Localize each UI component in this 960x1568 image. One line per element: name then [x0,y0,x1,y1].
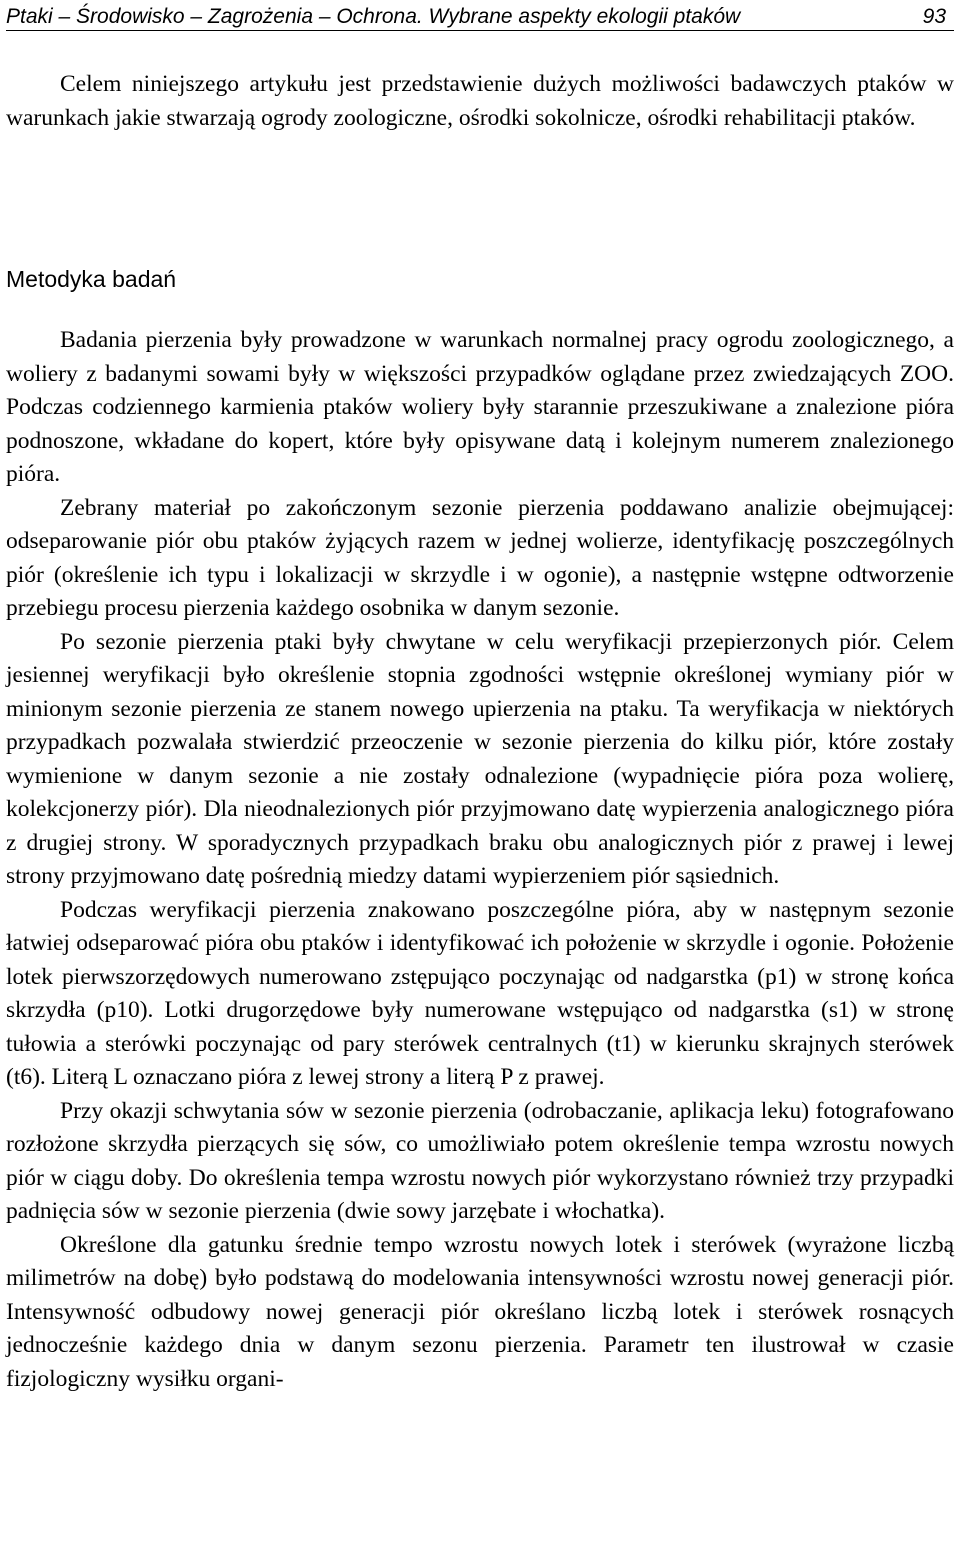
running-head-title: Ptaki – Środowisko – Zagrożenia – Ochrona. Wybrane aspekty ekologii ptaków [6,5,741,28]
section-heading: Metodyka badań [6,266,177,292]
methods-paragraph-2: Zebrany materiał po zakończonym sezonie pierzenia poddawano analizie obejmującej: odseparowanie piór obu ptaków żyjących razem w jednej wolierze, identyfikację poszczególnych piór (określenie ich typu i lokalizacji w skrzydle i w ogonie), a następnie wstępne odtworzenie przebiegu procesu pierzenia każdego osobnika w danym sezonie. [6,494,954,621]
methods-paragraph-4: Podczas weryfikacji pierzenia znakowano poszczególne pióra, aby w następnym sezonie łatwiej odseparować pióra obu ptaków i identyfikować ich położenie w skrzydle i ogonie. Położenie lotek pierwszorzędowych numerowano zstępująco poczynając od nadgarstka (p1) w stronę końca skrzydła (p10). Lotki drugorzędowe były numerowane wstępująco od nadgarstka (s1) w stronę tułowia a sterówki poczynając od pary sterówek centralnych (t1) w kierunku skrajnych sterówek (t6). Literą L oznaczano pióra z lewej strony a literą P z prawej. [6,896,954,1090]
running-head [6,4,954,31]
page-number: 93 [922,5,946,28]
methods-paragraph-5: Przy okazji schwytania sów w sezonie pierzenia (odrobaczanie, aplikacja leku) fotografowano rozłożone skrzydła pierzących się sów, co umożliwiało potem określenie tempa wzrostu nowych piór w ciągu doby. Do określenia tempa wzrostu nowych piór wykorzystano również trzy przypadki padnięcia sów w sezonie pierzenia (dwie sowy jarzębate i włochatka). [6,1097,954,1224]
intro-paragraph: Celem niniejszego artykułu jest przedstawienie dużych możliwości badawczych ptaków w warunkach jakie stwarzają ogrody zoologiczne, ośrodki sokolnicze, ośrodki rehabilitacji ptaków. [6,71,954,131]
methods-paragraph-3: Po sezonie pierzenia ptaki były chwytane w celu weryfikacji przepierzonych piór. Celem jesiennej weryfikacji było określenie stopnia zgodności wstępnie określonej wymiany piór w minionym sezonie pierzenia ze stanem nowego upierzenia na ptaku. Ta weryfikacja w niektórych przypadkach pozwalała stwierdzić przeoczenie w sezonie pierzenia do kilku piór, które zostały wymienione w danym sezonie a nie zostały odnalezione (wypadnięcie pióra poza wolierę, kolekcjonerzy piór). Dla nieodnalezionych piór przyjmowano datę wypierzenia analogicznego pióra z drugiej strony. W sporadycznych przypadkach braku obu analogicznych piór z prawej i lewej strony przyjmowano datę pośrednią miedzy datami wypierzeniem piór sąsiednich. [6,628,954,889]
methods-paragraph-6: Określone dla gatunku średnie tempo wzrostu nowych lotek i sterówek (wyrażone liczbą milimetrów na dobę) było podstawą do modelowania intensywności wzrostu nowej generacji piór. Intensywność odbudowy nowej generacji piór określano liczbą lotek i sterówek rosnących jednocześnie każdego dnia w danym sezonu pierzenia. Parametr ten ilustrował w czasie fizjologiczny wysiłku organi- [6,1231,954,1392]
methods-paragraph-1: Badania pierzenia były prowadzone w warunkach normalnej pracy ogrodu zoologicznego, a woliery z badanymi sowami były w większości przypadków oglądane przez zwiedzających ZOO. Podczas codziennego karmienia ptaków woliery były starannie przeszukiwane a znalezione pióra podnoszone, wkładane do kopert, które były opisywane datą i kolejnym numerem znalezionego pióra. [6,327,954,487]
methods-section-body [6,324,954,1396]
